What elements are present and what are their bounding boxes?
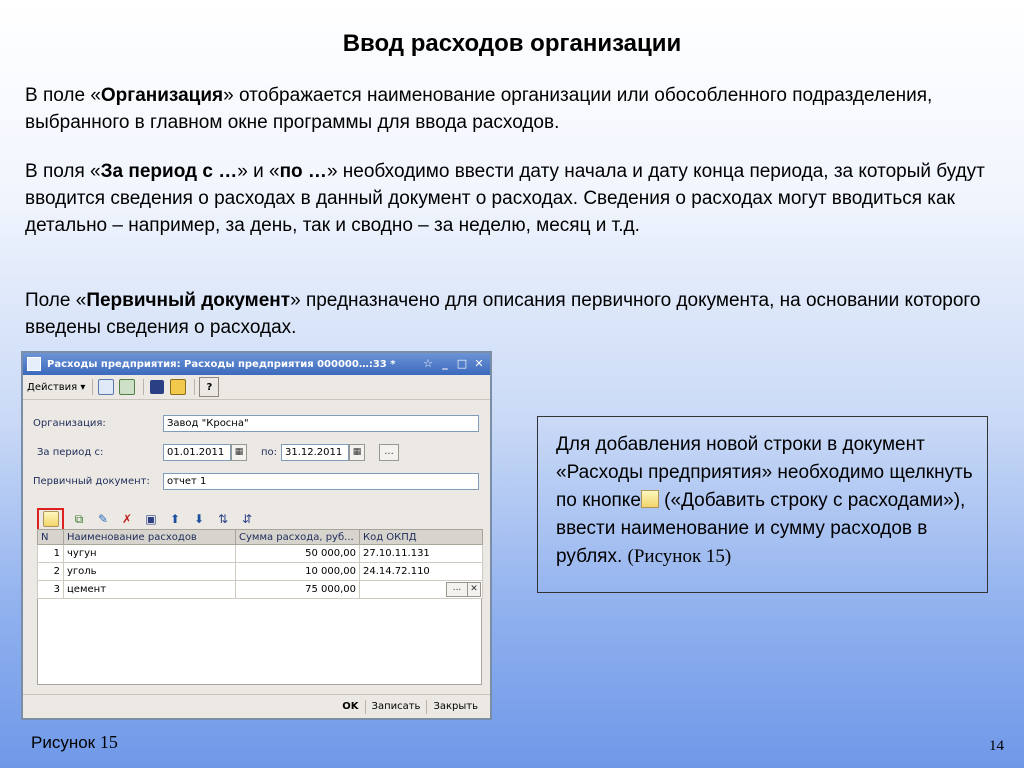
window-footer: [23, 694, 490, 718]
add-row-icon: [641, 490, 659, 508]
amount-cell[interactable]: 50 000,00: [236, 545, 360, 563]
primary-document-row: [33, 473, 479, 490]
organization-field[interactable]: Завод "Кросна": [163, 415, 479, 432]
column-header[interactable]: Сумма расхода, руб...: [236, 530, 360, 545]
paragraph-primary-document: Поле «Первичный документ» предназначено для описания первичного документа, на основании которого введены сведения о расходах.: [25, 290, 981, 338]
okpd-code-cell[interactable]: 27.10.11.131: [360, 545, 483, 563]
close-button[interactable]: Закрыть: [433, 701, 478, 712]
sort-desc-icon[interactable]: ⇵: [241, 512, 253, 526]
row-number: 1: [38, 545, 64, 563]
toolbar-divider: [194, 379, 195, 395]
date-to-field[interactable]: 31.12.2011: [281, 444, 349, 461]
add-row-button[interactable]: [37, 508, 64, 531]
period-to-label: по:: [260, 447, 277, 458]
expense-name-cell[interactable]: чугун: [64, 545, 236, 563]
page-number: 14: [989, 738, 1004, 754]
move-up-icon[interactable]: ⬆: [169, 512, 181, 526]
edit-row-icon[interactable]: ✎: [97, 512, 109, 526]
close-icon[interactable]: ✕: [474, 357, 484, 370]
date-from-field[interactable]: 01.01.2011: [163, 444, 231, 461]
expense-name-cell[interactable]: уголь: [64, 563, 236, 581]
period-from-label: За период с:: [37, 447, 104, 458]
primary-document-label: Первичный документ:: [33, 476, 150, 487]
row-number: 3: [38, 581, 64, 599]
delete-row-icon[interactable]: ✗: [121, 512, 133, 526]
table-row[interactable]: [38, 545, 483, 563]
organization-row: [33, 415, 479, 432]
primary-document-field[interactable]: отчет 1: [163, 473, 479, 490]
paragraph-period: В поля «За период с …» и «по …» необходимо ввести дату начала и дату конца периода, за который будут вводится сведения о расходах в данный документ о расходах. Сведения о расходах могут вводиться как детально – например, за день, так и сводно – за неделю, месяц и т.д.: [25, 161, 985, 236]
column-header[interactable]: Наименование расходов: [64, 530, 236, 545]
expense-name-cell[interactable]: цемент: [64, 581, 236, 599]
save-icon[interactable]: [148, 378, 166, 396]
save-button[interactable]: Записать: [371, 701, 421, 712]
table-toolbar: [37, 509, 262, 529]
table-header-row: [38, 530, 483, 545]
callout-box: [537, 416, 988, 593]
select-period-button[interactable]: ...: [379, 444, 399, 461]
window-title: Расходы предприятия: Расходы предприятия 000000…:33 *: [47, 358, 396, 370]
paragraph-organization: В поле «Организация» отображается наименование организации или обособленного подразделения, выбранного в главном окне программы для ввода расходов.: [25, 85, 933, 133]
structure-icon[interactable]: [118, 378, 136, 396]
figure-caption: Рисунок 15: [31, 732, 118, 752]
window-titlebar: [23, 353, 490, 375]
actions-menu[interactable]: Действия ▾: [27, 381, 86, 393]
dt-kt-icon[interactable]: [97, 378, 115, 396]
expenses-document-window: [21, 351, 492, 720]
callout-text-continued: («Добавить строку с расходами»), ввести наименование и сумму расходов в рублях.: [556, 490, 966, 567]
callout-text: Для добавления новой строки в документ «Расходы предприятия» необходимо щелкнуть по кнопке: [556, 434, 973, 511]
table-row[interactable]: [38, 581, 483, 599]
slide-title: Ввод расходов организации: [342, 30, 682, 57]
window-toolbar: [23, 375, 490, 400]
maximize-icon[interactable]: □: [456, 357, 468, 370]
minimize-icon[interactable]: _: [442, 357, 448, 370]
okpd-code-cell-editing[interactable]: [360, 581, 483, 599]
expenses-table: [37, 529, 483, 599]
organization-label: Организация:: [33, 418, 106, 429]
actions-menu-label: Действия: [27, 381, 78, 393]
clear-icon[interactable]: ✕: [467, 582, 481, 597]
ok-button[interactable]: OK: [342, 701, 359, 712]
column-header[interactable]: Код ОКПД: [360, 530, 483, 545]
calendar-icon[interactable]: ▦: [231, 444, 247, 461]
save-close-icon[interactable]: [169, 378, 187, 396]
calendar-icon[interactable]: ▦: [349, 444, 365, 461]
table-row[interactable]: [38, 563, 483, 581]
window-menu-icon[interactable]: ☆: [423, 357, 433, 370]
period-row: [33, 444, 399, 461]
select-okpd-button[interactable]: ...: [446, 582, 468, 597]
help-icon[interactable]: ?: [199, 377, 219, 397]
end-edit-icon[interactable]: ▣: [145, 512, 157, 526]
copy-row-icon[interactable]: ⧉: [74, 511, 84, 526]
toolbar-divider: [92, 379, 93, 395]
figure-reference: (Рисунок 15): [627, 546, 732, 567]
sort-asc-icon[interactable]: ⇅: [217, 512, 229, 526]
move-down-icon[interactable]: ⬇: [193, 512, 205, 526]
amount-cell[interactable]: 10 000,00: [236, 563, 360, 581]
row-number: 2: [38, 563, 64, 581]
column-header[interactable]: N: [38, 530, 64, 545]
toolbar-divider: [143, 379, 144, 395]
amount-cell[interactable]: 75 000,00: [236, 581, 360, 599]
add-row-icon: [43, 511, 59, 527]
document-icon: [27, 357, 41, 371]
okpd-code-cell[interactable]: 24.14.72.110: [360, 563, 483, 581]
